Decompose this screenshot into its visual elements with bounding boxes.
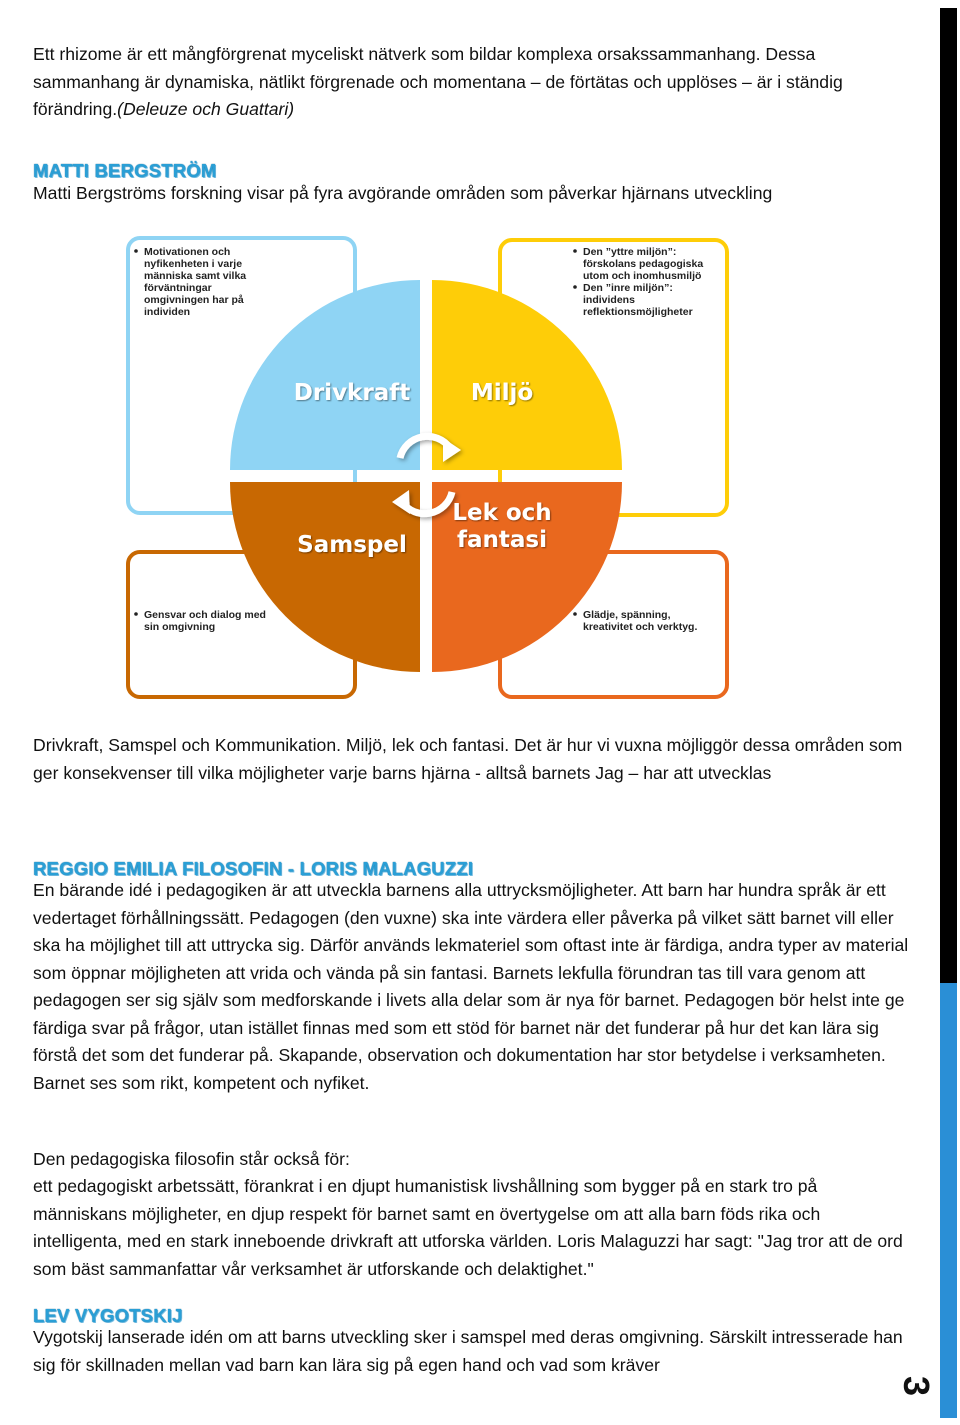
heading-reggio-emilia: REGGIO EMILIA FILOSOFIN - LORIS MALAGUZZI	[33, 858, 474, 879]
box-tr-line: utom och inomhusmiljö	[583, 270, 702, 282]
sidebar-blue-bar	[940, 983, 957, 1418]
sidebar-black-bar	[940, 8, 957, 983]
box-tr-line: Den ”yttre miljön”:	[583, 246, 677, 258]
box-tl-line: människa samt vilka	[144, 270, 247, 282]
heading-matti-bergstrom: MATTI BERGSTRÖM	[33, 160, 217, 181]
box-br-line: Glädje, spänning,	[583, 609, 671, 621]
brain-development-diagram	[120, 230, 740, 710]
box-tl-line: nyfikenheten i varje	[144, 258, 243, 270]
cycle-arrows-icon	[392, 436, 461, 514]
box-tr-line: individens	[583, 294, 635, 306]
box-tr-line: förskolans pedagogiska	[583, 258, 704, 270]
box-tl-line: förväntningar	[144, 282, 212, 294]
heading-lev-vygotskij: LEV VYGOTSKIJ	[33, 1305, 183, 1326]
section2-intro-line: Den pedagogiska filosofin står också för:	[33, 1149, 350, 1169]
label-miljo: Miljö	[470, 380, 534, 406]
intro-paragraph	[33, 41, 913, 124]
intro-text: Ett rhizome är ett mångförgrenat myceliskt nätverk som bildar komplexa orsakssammanhang. Dessa sammanhang är dynamiska, nätlikt förgrenade och momentana – de förtätas och upplöses – är i ständig förändring.	[33, 44, 843, 119]
page-number: 3	[896, 1375, 937, 1397]
box-bl-line: sin omgivning	[144, 621, 216, 633]
label-drivkraft: Drivkraft	[293, 380, 411, 406]
box-tr-line: reflektionsmöjligheter	[583, 306, 693, 318]
box-tr-line: Den ”inre miljön”:	[583, 282, 673, 294]
section2-paragraph-2: ett pedagogiskt arbetssätt, förankrat i en djupt humanistisk livshållning som bygger på en stark tro på människans möjligheter, en djup respekt för barnet samt en övertygelse om att alla barn föds rika och intelligenta, med en stark inneboende drivkraft att utforska världen. Loris Malaguzzi har sagt: "Jag tror att de ord som bäst sammanfattar vår verksamhet är utforskande och delaktighet."	[33, 1176, 903, 1279]
label-lek-och: Lek och	[452, 500, 552, 526]
label-fantasi: fantasi	[457, 527, 547, 553]
box-tl-line: omgivningen har på	[144, 294, 244, 306]
section2-paragraph: En bärande idé i pedagogiken är att utveckla barnens alla uttrycksmöjligheter. Att barn har hundra språk är ett vedertaget förhållningssätt. Pedagogen (den vuxne) ska inte värdera eller påverka på vilket sätt barnet vill eller ska ha möjlighet till att uttrycka sig. Därför används lekmateriel som oftast inte är färdiga, andra typer av material som öppnar möjligheten att vrida och vända på sin fantasi. Barnets lekfulla förundran tas till vara genom att pedagogen ser sig själv som medforskande i livets alla delar som är nya för barnet. Pedagogen bör helst inte ge färdiga svar på frågor, utan istället finnas med som ett stöd för barnet när det funderar på hur det kan lära sig förstå det som det funderar på. Skapande, observation och dokumentation har stor betydelse i verksamheten. Barnet ses som rikt, kompetent och nyfiket.	[33, 880, 909, 1093]
box-bl-line: Gensvar och dialog med	[144, 609, 266, 621]
box-tl-line: individen	[144, 306, 191, 318]
section1-after-paragraph: Drivkraft, Samspel och Kommunikation. Miljö, lek och fantasi. Det är hur vi vuxna möjliggör dessa områden som ger konsekvenser till vilka möjligheter varje barns hjärna - alltså barnets Jag – har att utvecklas	[33, 735, 903, 783]
label-samspel: Samspel	[297, 532, 407, 558]
section1-paragraph: Matti Bergströms forskning visar på fyra avgörande områden som påverkar hjärnans utveckling	[33, 183, 773, 203]
box-br-line: kreativitet och verktyg.	[583, 621, 698, 633]
intro-citation: (Deleuze och Guattari)	[117, 99, 295, 119]
box-tl-line: Motivationen och	[144, 246, 231, 258]
section3-paragraph: Vygotskij lanserade idén om att barns utveckling sker i samspel med deras omgivning. Särskilt intresserade han sig för skillnaden mellan vad barn kan lära sig på egen hand och vad som kräver	[33, 1327, 903, 1375]
